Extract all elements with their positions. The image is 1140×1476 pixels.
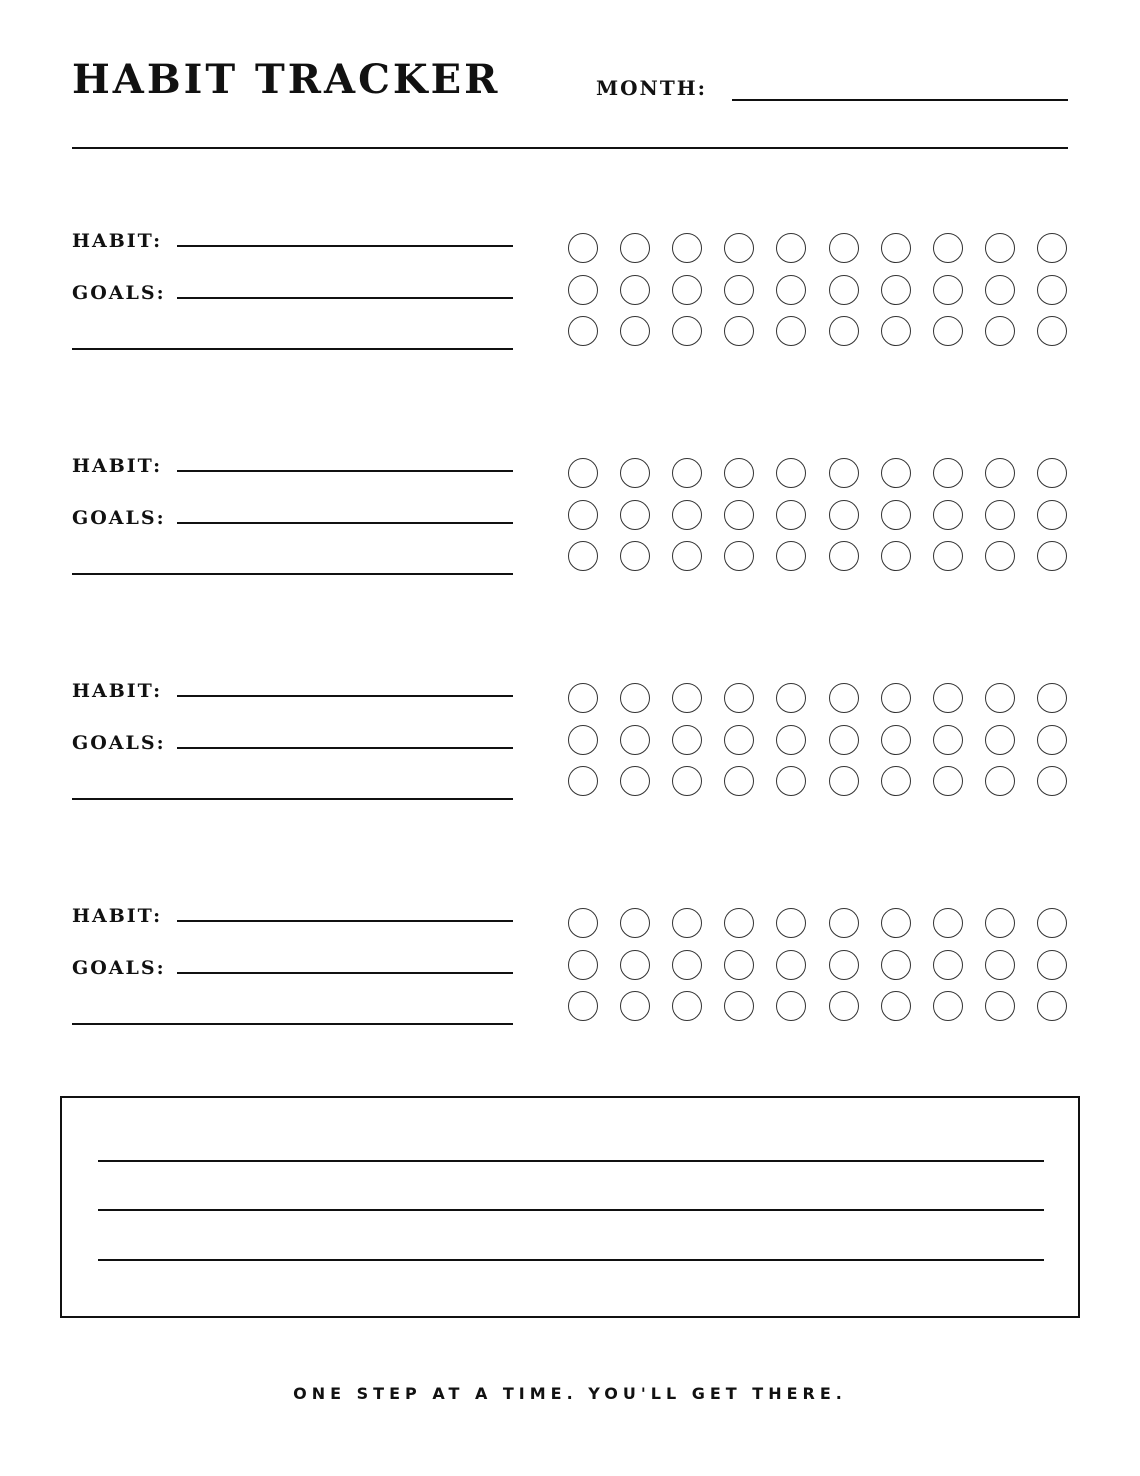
tracker-circle[interactable]: [724, 908, 754, 938]
tracker-circle[interactable]: [672, 725, 702, 755]
habit-label: HABIT:: [72, 680, 163, 702]
tracker-circle[interactable]: [620, 950, 650, 980]
footer-motto: ONE STEP AT A TIME. YOU'LL GET THERE.: [293, 1384, 847, 1403]
tracker-circle[interactable]: [620, 275, 650, 305]
tracker-grid: [568, 458, 1070, 578]
tracker-circle[interactable]: [724, 233, 754, 263]
goals-field[interactable]: [177, 522, 513, 524]
tracker-circle[interactable]: [881, 950, 911, 980]
tracker-circle[interactable]: [933, 683, 963, 713]
tracker-circle[interactable]: [933, 766, 963, 796]
tracker-circle[interactable]: [1037, 541, 1067, 571]
tracker-circle[interactable]: [881, 233, 911, 263]
habit-block: [0, 457, 1140, 597]
habit-block: [0, 907, 1140, 1047]
tracker-circle[interactable]: [985, 500, 1015, 530]
tracker-circle[interactable]: [620, 908, 650, 938]
tracker-circle[interactable]: [1037, 275, 1067, 305]
tracker-circle[interactable]: [724, 275, 754, 305]
habit-field[interactable]: [177, 470, 513, 472]
tracker-circle[interactable]: [776, 500, 806, 530]
goals-label: GOALS:: [72, 282, 166, 304]
tracker-circle[interactable]: [985, 725, 1015, 755]
tracker-circle[interactable]: [985, 950, 1015, 980]
tracker-circle[interactable]: [933, 541, 963, 571]
tracker-circle[interactable]: [881, 991, 911, 1021]
tracker-circle[interactable]: [724, 683, 754, 713]
tracker-circle[interactable]: [829, 541, 859, 571]
tracker-circle[interactable]: [620, 500, 650, 530]
goals-extra-field[interactable]: [72, 348, 513, 350]
tracker-circle[interactable]: [933, 275, 963, 305]
goals-field[interactable]: [177, 297, 513, 299]
tracker-circle[interactable]: [985, 683, 1015, 713]
tracker-circle[interactable]: [620, 725, 650, 755]
tracker-circle[interactable]: [1037, 458, 1067, 488]
goals-extra-field[interactable]: [72, 798, 513, 800]
tracker-circle[interactable]: [776, 725, 806, 755]
header-divider: [72, 147, 1068, 149]
month-field[interactable]: [732, 99, 1068, 101]
tracker-circle[interactable]: [776, 683, 806, 713]
tracker-circle[interactable]: [724, 725, 754, 755]
tracker-circle[interactable]: [672, 991, 702, 1021]
goals-extra-field[interactable]: [72, 1023, 513, 1025]
tracker-circle[interactable]: [829, 458, 859, 488]
tracker-circle[interactable]: [829, 725, 859, 755]
notes-line[interactable]: [98, 1259, 1044, 1261]
habit-field[interactable]: [177, 695, 513, 697]
tracker-circle[interactable]: [1037, 316, 1067, 346]
tracker-circle[interactable]: [672, 233, 702, 263]
tracker-circle[interactable]: [776, 991, 806, 1021]
habit-block: [0, 682, 1140, 822]
tracker-circle[interactable]: [672, 683, 702, 713]
tracker-circle[interactable]: [881, 766, 911, 796]
tracker-circle[interactable]: [881, 683, 911, 713]
tracker-circle[interactable]: [776, 458, 806, 488]
tracker-circle[interactable]: [829, 233, 859, 263]
tracker-circle[interactable]: [568, 950, 598, 980]
tracker-circle[interactable]: [776, 233, 806, 263]
notes-line[interactable]: [98, 1160, 1044, 1162]
tracker-circle[interactable]: [829, 683, 859, 713]
tracker-circle[interactable]: [568, 766, 598, 796]
tracker-circle[interactable]: [776, 541, 806, 571]
goals-label: GOALS:: [72, 507, 166, 529]
habit-label: HABIT:: [72, 455, 163, 477]
tracker-circle[interactable]: [672, 458, 702, 488]
tracker-circle[interactable]: [776, 316, 806, 346]
goals-label: GOALS:: [72, 957, 166, 979]
tracker-circle[interactable]: [724, 316, 754, 346]
tracker-circle[interactable]: [1037, 683, 1067, 713]
tracker-circle[interactable]: [1037, 725, 1067, 755]
tracker-circle[interactable]: [933, 316, 963, 346]
tracker-circle[interactable]: [620, 316, 650, 346]
habit-block: [0, 232, 1140, 372]
notes-line[interactable]: [98, 1209, 1044, 1211]
tracker-circle[interactable]: [933, 233, 963, 263]
tracker-circle[interactable]: [829, 316, 859, 346]
tracker-circle[interactable]: [881, 725, 911, 755]
tracker-circle[interactable]: [672, 950, 702, 980]
tracker-circle[interactable]: [568, 275, 598, 305]
tracker-circle[interactable]: [1037, 991, 1067, 1021]
habit-label: HABIT:: [72, 905, 163, 927]
tracker-circle[interactable]: [724, 541, 754, 571]
habit-field[interactable]: [177, 920, 513, 922]
tracker-circle[interactable]: [568, 991, 598, 1021]
tracker-circle[interactable]: [568, 683, 598, 713]
tracker-circle[interactable]: [724, 991, 754, 1021]
tracker-circle[interactable]: [672, 275, 702, 305]
tracker-circle[interactable]: [724, 500, 754, 530]
tracker-circle[interactable]: [985, 908, 1015, 938]
tracker-circle[interactable]: [829, 500, 859, 530]
tracker-circle[interactable]: [985, 991, 1015, 1021]
tracker-circle[interactable]: [568, 541, 598, 571]
tracker-circle[interactable]: [881, 541, 911, 571]
tracker-circle[interactable]: [933, 991, 963, 1021]
tracker-circle[interactable]: [881, 458, 911, 488]
tracker-circle[interactable]: [829, 991, 859, 1021]
habit-field[interactable]: [177, 245, 513, 247]
tracker-circle[interactable]: [1037, 500, 1067, 530]
tracker-circle[interactable]: [620, 766, 650, 796]
tracker-circle[interactable]: [985, 541, 1015, 571]
tracker-circle[interactable]: [933, 950, 963, 980]
tracker-circle[interactable]: [1037, 766, 1067, 796]
tracker-circle[interactable]: [933, 458, 963, 488]
tracker-circle[interactable]: [568, 233, 598, 263]
page-title: HABIT TRACKER: [72, 56, 501, 103]
tracker-circle[interactable]: [985, 766, 1015, 796]
tracker-circle[interactable]: [776, 275, 806, 305]
tracker-circle[interactable]: [672, 316, 702, 346]
tracker-circle[interactable]: [620, 683, 650, 713]
tracker-circle[interactable]: [985, 275, 1015, 305]
tracker-circle[interactable]: [933, 908, 963, 938]
habit-label: HABIT:: [72, 230, 163, 252]
goals-field[interactable]: [177, 747, 513, 749]
tracker-circle[interactable]: [724, 458, 754, 488]
tracker-circle[interactable]: [776, 908, 806, 938]
tracker-circle[interactable]: [829, 275, 859, 305]
tracker-circle[interactable]: [568, 725, 598, 755]
tracker-grid: [568, 908, 1070, 1028]
tracker-circle[interactable]: [985, 316, 1015, 346]
tracker-circle[interactable]: [568, 908, 598, 938]
tracker-circle[interactable]: [620, 991, 650, 1021]
tracker-circle[interactable]: [881, 908, 911, 938]
tracker-circle[interactable]: [672, 766, 702, 796]
month-label: MONTH:: [596, 76, 708, 100]
tracker-circle[interactable]: [672, 541, 702, 571]
tracker-circle[interactable]: [568, 316, 598, 346]
tracker-circle[interactable]: [724, 766, 754, 796]
tracker-circle[interactable]: [933, 500, 963, 530]
notes-box: [60, 1096, 1080, 1318]
tracker-circle[interactable]: [829, 766, 859, 796]
goals-label: GOALS:: [72, 732, 166, 754]
tracker-circle[interactable]: [985, 458, 1015, 488]
tracker-circle[interactable]: [620, 458, 650, 488]
tracker-circle[interactable]: [829, 950, 859, 980]
tracker-circle[interactable]: [568, 500, 598, 530]
tracker-circle[interactable]: [776, 766, 806, 796]
tracker-circle[interactable]: [620, 233, 650, 263]
tracker-circle[interactable]: [1037, 950, 1067, 980]
tracker-grid: [568, 233, 1070, 353]
tracker-circle[interactable]: [1037, 233, 1067, 263]
tracker-circle[interactable]: [829, 908, 859, 938]
tracker-circle[interactable]: [881, 275, 911, 305]
tracker-circle[interactable]: [568, 458, 598, 488]
tracker-circle[interactable]: [724, 950, 754, 980]
tracker-circle[interactable]: [620, 541, 650, 571]
tracker-circle[interactable]: [1037, 908, 1067, 938]
tracker-circle[interactable]: [881, 500, 911, 530]
tracker-circle[interactable]: [776, 950, 806, 980]
goals-field[interactable]: [177, 972, 513, 974]
tracker-circle[interactable]: [672, 908, 702, 938]
tracker-circle[interactable]: [672, 500, 702, 530]
tracker-circle[interactable]: [933, 725, 963, 755]
tracker-circle[interactable]: [985, 233, 1015, 263]
goals-extra-field[interactable]: [72, 573, 513, 575]
tracker-circle[interactable]: [881, 316, 911, 346]
tracker-grid: [568, 683, 1070, 803]
